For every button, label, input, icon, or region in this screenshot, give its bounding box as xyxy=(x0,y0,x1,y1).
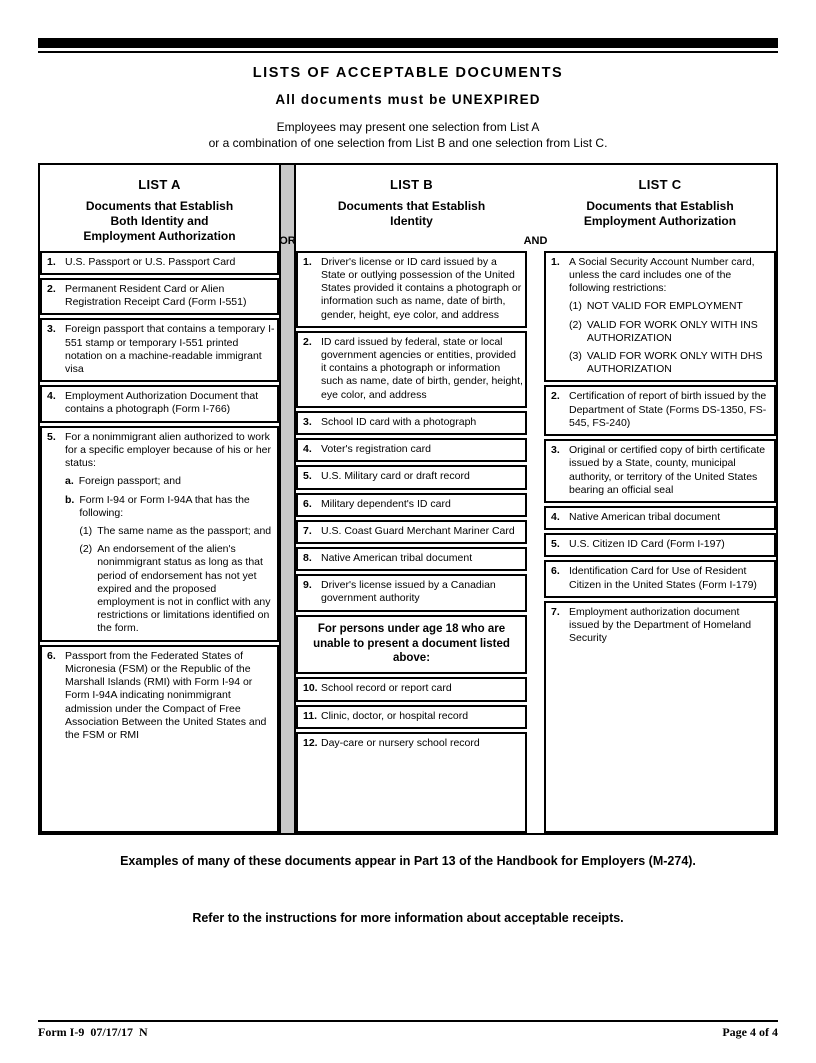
list-item xyxy=(296,732,527,833)
under-18-heading xyxy=(296,615,527,675)
item-number: 10. xyxy=(303,682,318,695)
intro-line-2: or a combination of one selection from List B and one selection from List C. xyxy=(208,135,608,150)
list-item xyxy=(544,385,776,436)
list-item xyxy=(544,251,776,383)
list-b-header xyxy=(296,165,527,251)
item-number: 7. xyxy=(551,605,560,618)
column-subtitle-line: Both Identity and xyxy=(110,214,209,229)
list-item xyxy=(544,560,776,597)
intro-text xyxy=(38,120,778,152)
handbook-note: Examples of many of these documents appear in Part 13 of the Handbook for Employers (M-274). xyxy=(120,853,696,868)
sub-item-text: NOT VALID FOR EMPLOYMENT xyxy=(586,300,743,313)
list-item xyxy=(544,601,776,833)
item-number: 4. xyxy=(551,510,560,523)
list-item xyxy=(296,331,527,408)
item-number: 1. xyxy=(47,255,56,268)
documents-table xyxy=(38,163,778,835)
sub-item-label: (2) xyxy=(79,543,93,556)
column-list-c xyxy=(544,165,776,833)
list-item xyxy=(40,426,279,642)
item-text: Passport from the Federated States of Micronesia (FSM) or the Republic of the Marshall Islands (RMI) with Form I-94 or Form I-94A indicating nonimmigrant admission under the Compact of Free Association Between the United States and the FSM or RMI xyxy=(65,649,267,741)
list-item xyxy=(544,533,776,557)
list-item xyxy=(40,278,279,315)
item-number: 1. xyxy=(303,255,312,268)
column-subtitle-line: Documents that Establish xyxy=(586,198,734,213)
list-c-items xyxy=(544,251,776,833)
sub-item-label: (2) xyxy=(569,318,582,331)
item-number: 3. xyxy=(303,415,312,428)
list-item xyxy=(296,411,527,435)
item-text: Original or certified copy of birth certificate issued by a State, county, municipal authority, or territory of the United States bearing an official seal xyxy=(569,444,766,496)
item-number: 5. xyxy=(47,430,56,443)
sub-item xyxy=(569,300,772,313)
item-text: Driver's license issued by a Canadian government authority xyxy=(321,579,496,605)
sub-item xyxy=(569,319,772,345)
item-number: 4. xyxy=(47,390,56,403)
receipts-note: Refer to the instructions for more information about acceptable receipts. xyxy=(192,910,624,925)
item-number: 3. xyxy=(47,323,56,336)
column-subtitle-line: Documents that Establish xyxy=(85,198,234,213)
footer-rule xyxy=(38,1020,778,1022)
item-text: School ID card with a photograph xyxy=(321,415,477,428)
list-item xyxy=(296,438,527,462)
item-text: Permanent Resident Card or Alien Registration Receipt Card (Form I-551) xyxy=(65,282,247,309)
or-divider xyxy=(279,165,296,833)
list-item xyxy=(296,574,527,611)
item-number: 4. xyxy=(303,443,312,456)
list-b-items xyxy=(296,251,527,833)
sub-item-text: VALID FOR WORK ONLY WITH INS AUTHORIZATION xyxy=(586,318,758,344)
list-item xyxy=(40,645,279,833)
column-subtitle-line: Employment Authorization xyxy=(83,229,236,244)
list-item xyxy=(544,439,776,503)
page-subtitle: All documents must be UNEXPIRED xyxy=(275,92,541,107)
sub-item-label: (3) xyxy=(569,349,582,362)
item-text: Military dependent's ID card xyxy=(321,497,451,510)
item-number: 1. xyxy=(551,255,560,268)
item-text: U.S. Military card or draft record xyxy=(321,470,470,483)
item-text: Native American tribal document xyxy=(321,551,473,564)
item-number: 11. xyxy=(303,709,318,722)
intro-line-1: Employees may present one selection from List A xyxy=(276,120,540,134)
list-item xyxy=(296,677,527,701)
item-text: U.S. Coast Guard Merchant Mariner Card xyxy=(321,524,515,537)
sub-item-text: Form I-94 or Form I-94A that has the following: xyxy=(79,493,250,519)
column-subtitle-line: Identity xyxy=(390,214,433,229)
item-text: Voter's registration card xyxy=(321,443,431,456)
and-label: AND xyxy=(523,234,548,247)
item-text: U.S. Passport or U.S. Passport Card xyxy=(65,255,236,268)
item-number: 6. xyxy=(551,565,560,578)
column-list-b xyxy=(296,165,527,833)
column-subtitle-line: Documents that Establish xyxy=(337,198,486,213)
item-number: 5. xyxy=(551,538,560,551)
list-item xyxy=(40,385,279,422)
item-text: Employment authorization document issued by the Department of Homeland Security xyxy=(569,605,752,645)
item-text: Certification of report of birth issued by the Department of State (Forms DS-1350, FS-545, FS-240) xyxy=(569,390,767,429)
item-number: 9. xyxy=(303,579,312,592)
item-number: 6. xyxy=(47,649,56,662)
item-number: 2. xyxy=(47,282,56,295)
page-title: LISTS OF ACCEPTABLE DOCUMENTS xyxy=(252,65,564,81)
list-item xyxy=(296,520,527,544)
item-number: 5. xyxy=(303,470,312,483)
item-text: ID card issued by federal, state or local government agencies or entities, provided it contains a photograph or information such as name, date of birth, gender, height, eye color, and address xyxy=(321,335,523,401)
list-a-subtitle xyxy=(40,199,279,245)
list-item xyxy=(296,547,527,571)
item-number: 6. xyxy=(303,497,312,510)
column-list-a xyxy=(40,165,279,833)
sub-item-text: VALID FOR WORK ONLY WITH DHS AUTHORIZATION xyxy=(586,349,763,376)
item-text: Foreign passport that contains a temporary I-551 stamp or temporary I-551 printed notation on a machine-readable immigrant visa xyxy=(65,323,275,375)
list-c-title: LIST C xyxy=(638,176,682,192)
item-text: Clinic, doctor, or hospital record xyxy=(321,709,469,722)
sub-item xyxy=(65,475,275,488)
under-18-heading-text: For persons under age 18 who are unable to present a document listed above: xyxy=(313,622,510,665)
top-bar-thick-rule xyxy=(38,38,778,48)
or-label: OR xyxy=(279,234,296,247)
list-a-items xyxy=(40,251,279,833)
item-text: School record or report card xyxy=(321,682,452,695)
list-b-subtitle xyxy=(296,199,527,230)
sub-item xyxy=(79,525,275,538)
sub-item-label: (1) xyxy=(79,524,93,537)
sub-item xyxy=(65,494,275,636)
item-text: Native American tribal document xyxy=(569,510,721,523)
sub-item xyxy=(79,543,275,636)
list-a-title: LIST A xyxy=(138,176,181,192)
item-number: 7. xyxy=(303,524,312,537)
item-text: Employment Authorization Document that contains a photograph (Form I-766) xyxy=(65,390,259,416)
page-footer xyxy=(38,1020,778,1040)
list-item xyxy=(296,465,527,489)
sub-item xyxy=(569,350,772,376)
sub-item-label: a. xyxy=(65,475,74,488)
item-text: Day-care or nursery school record xyxy=(321,736,480,749)
sub-item-text: The same name as the passport; and xyxy=(97,524,272,537)
list-item xyxy=(296,493,527,517)
item-text: For a nonimmigrant alien authorized to work for a specific employer because of his or her status: xyxy=(65,430,272,470)
sub-item-text: Foreign passport; and xyxy=(78,475,181,488)
list-a-header xyxy=(40,165,279,251)
list-item xyxy=(544,506,776,530)
sub-item-label: (1) xyxy=(569,300,582,313)
item-number: 3. xyxy=(551,444,560,457)
item-number: 8. xyxy=(303,551,312,564)
top-bar-thin-rule xyxy=(38,51,778,53)
item-text: Driver's license or ID card issued by a State or outlying possession of the United States provided it contains a photograph or information such as name, date of birth, gender, height, eye color, and address xyxy=(321,255,522,321)
item-number: 2. xyxy=(303,335,312,348)
item-text: A Social Security Account Number card, unless the card includes one of the following restrictions: xyxy=(569,255,755,295)
item-number: 2. xyxy=(551,390,560,403)
page-number: Page 4 of 4 xyxy=(722,1025,778,1039)
sub-item-text: An endorsement of the alien's nonimmigrant status as long as that period of endorsement has not yet expired and the proposed employment is not in conflict with any restrictions or limitations identified on the form. xyxy=(97,543,271,635)
list-c-subtitle xyxy=(544,199,776,230)
list-item xyxy=(40,251,279,275)
list-b-title: LIST B xyxy=(390,176,433,192)
list-item xyxy=(40,318,279,382)
top-bar xyxy=(38,38,778,53)
item-text: U.S. Citizen ID Card (Form I-197) xyxy=(569,538,725,551)
list-item xyxy=(296,705,527,729)
and-divider xyxy=(523,165,548,833)
list-c-header xyxy=(544,165,776,251)
item-number: 12. xyxy=(303,736,318,749)
form-number: Form I-9 07/17/17 N xyxy=(38,1025,148,1039)
list-item xyxy=(296,251,527,328)
sub-item-label: b. xyxy=(65,493,75,506)
column-subtitle-line: Employment Authorization xyxy=(583,214,737,229)
item-text: Identification Card for Use of Resident Citizen in the United States (Form I-179) xyxy=(569,565,757,591)
